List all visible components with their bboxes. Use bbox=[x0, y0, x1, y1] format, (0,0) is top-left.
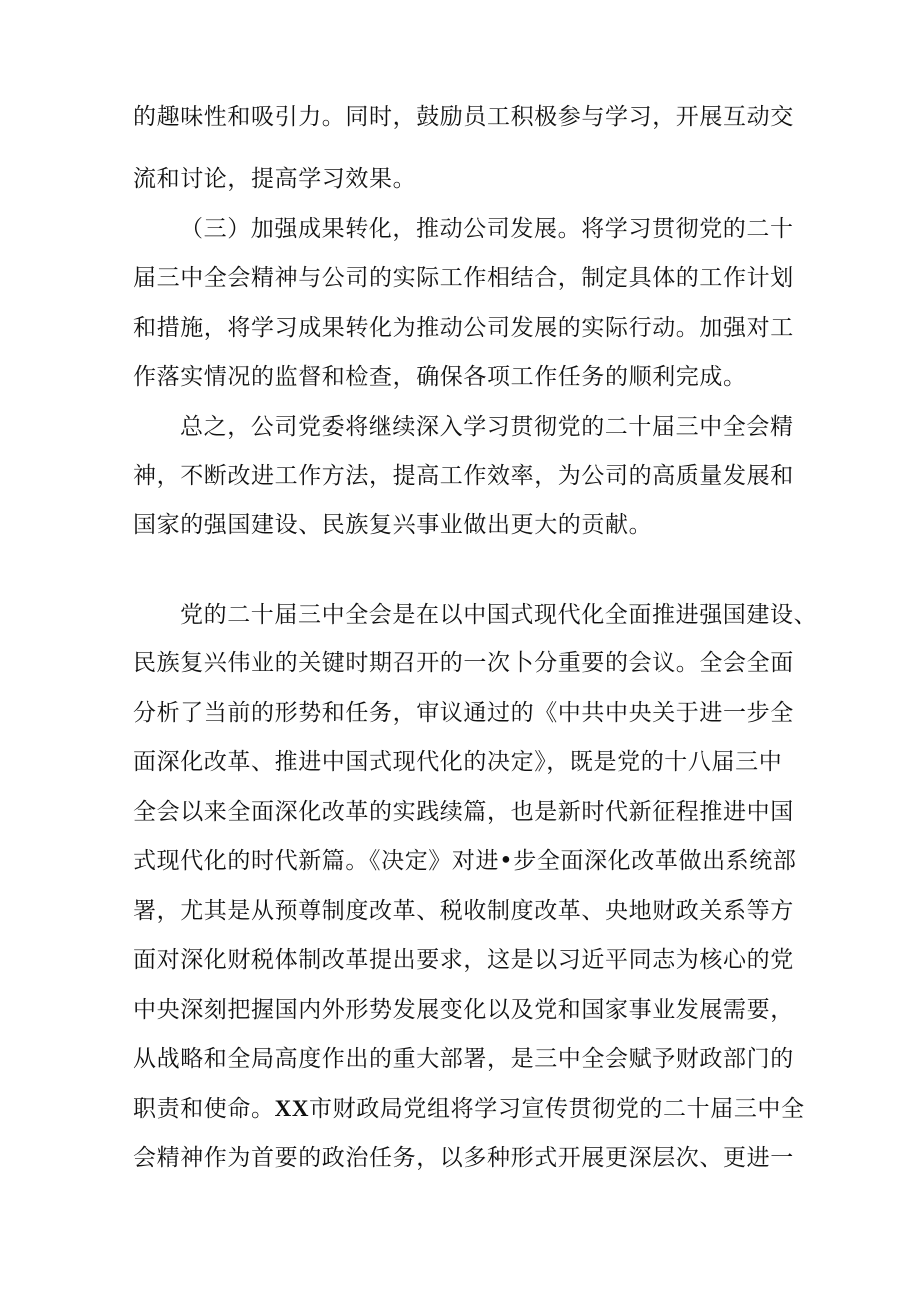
paragraph-line: 总之，公司党委将继续深入学习贯彻党的二十届三中全会精 bbox=[180, 414, 794, 440]
paragraph-line: 流和讨论，提高学习效果。 bbox=[133, 166, 417, 192]
paragraph-line: 神，不断改进工作方法，提高工作效率，为公司的高质量发展和 bbox=[133, 463, 794, 489]
paragraph-line: 作落实情况的监督和检查，确保各项工作任务的顺利完成。 bbox=[133, 364, 747, 390]
paragraph-line: 从战略和全局高度作出的重大部署，是三中全会赋予财政部门的 bbox=[133, 1046, 794, 1072]
paragraph-line: 署，尤其是从预尊制度改革、税收制度改革、央地财政关系等方 bbox=[133, 898, 794, 924]
paragraph-line: 面深化改革、推进中国式现代化的决定》，既是党的十八届三中 bbox=[133, 749, 783, 775]
paragraph-line: 的趣味性和吸引力。同时，鼓励员工积极参与学习，开展互动交 bbox=[133, 104, 794, 130]
placeholder-city-code: XX bbox=[274, 1096, 310, 1121]
paragraph-line bbox=[133, 1094, 920, 1124]
line-text: 职责和使命。 bbox=[133, 1096, 275, 1122]
paragraph-line: 分析了当前的形势和任务，审议通过的《中共中央关于进一步全 bbox=[133, 700, 794, 726]
paragraph-line: 面对深化财税体制改革提出要求，这是以习近平同志为核心的党 bbox=[133, 947, 794, 973]
paragraph-line: （三）加强成果转化，推动公司发展。将学习贯彻党的二十 bbox=[180, 216, 794, 242]
paragraph-line: 民族复兴伟业的关键时期召开的一次卜分重要的会议。全会全面 bbox=[133, 650, 794, 676]
paragraph-line: 届三中全会精神与公司的实际工作相结合，制定具体的工作计划 bbox=[133, 265, 794, 291]
paragraph-line: 国家的强国建设、民族复兴事业做出更大的贡献。 bbox=[133, 512, 653, 538]
paragraph-line: 中央深刻把握国内外形势发展变化以及党和国家事业发展需要， bbox=[133, 997, 794, 1023]
paragraph-line: 全会以来全面深化改革的实践续篇，也是新时代新征程推进中国 bbox=[133, 799, 794, 825]
paragraph-line: 党的二十届三中全会是在以中国式现代化全面推进强国建设、 bbox=[180, 602, 818, 628]
paragraph-line: 会精神作为首要的政治任务，以多种形式开展更深层次、更进一 bbox=[133, 1145, 794, 1171]
line-text: 市财政局党组将学习宣传贯彻党的二十届三中全 bbox=[309, 1096, 805, 1122]
paragraph-line: 和措施，将学习成果转化为推动公司发展的实际行动。加强对工 bbox=[133, 315, 794, 341]
paragraph-line: 式现代化的时代新篇。《决定》对进•步全面深化改革做出系统部 bbox=[133, 848, 797, 874]
